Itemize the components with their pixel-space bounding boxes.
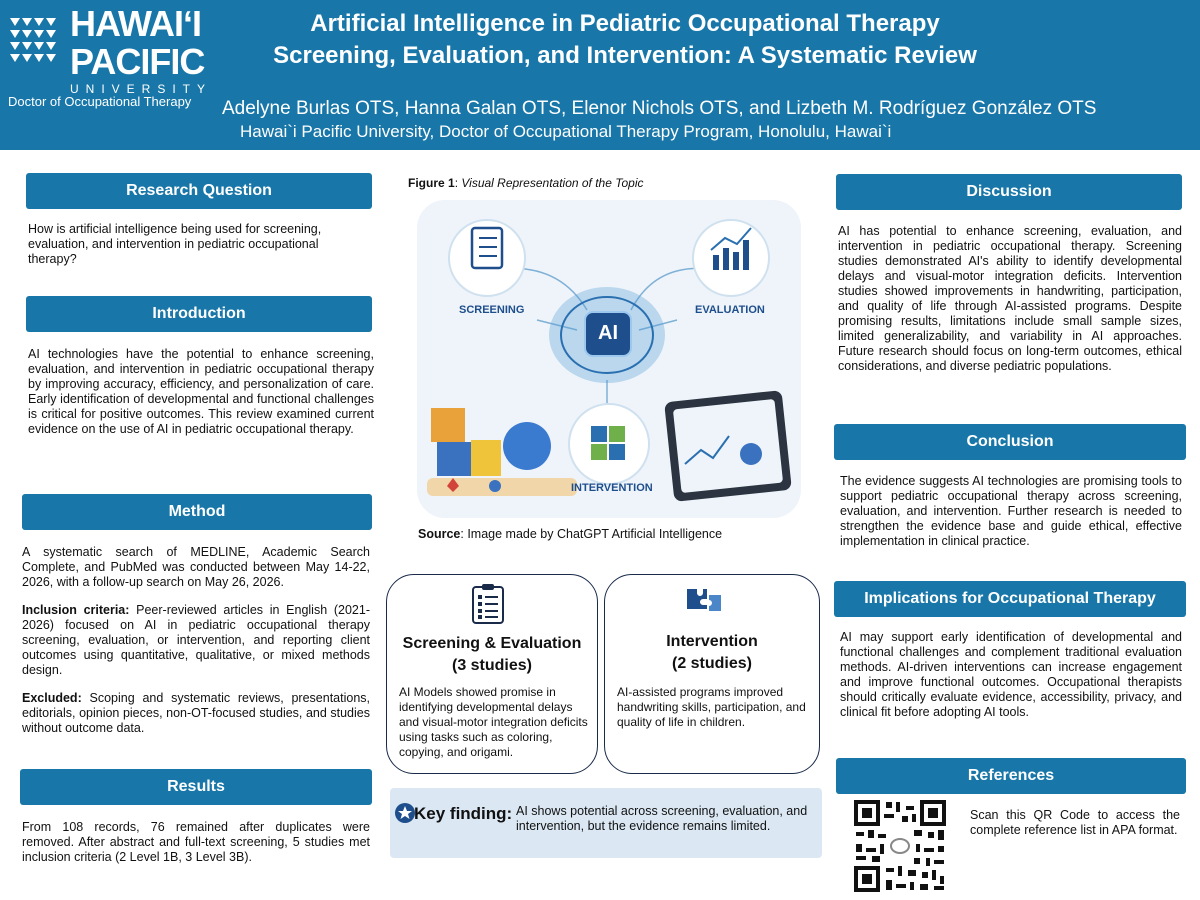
discussion-heading: Discussion bbox=[836, 174, 1182, 210]
logo-mark-icon bbox=[6, 14, 64, 72]
inclusion-text: Peer-reviewed articles in English (2021-2026) focused on AI in pediatric occupational therapy screening, evaluation, or intervention, and reporting client outcomes using quantitative, qualitative, or mixed methods design. bbox=[22, 603, 370, 677]
inclusion-label: Inclusion criteria: bbox=[22, 603, 130, 617]
logo-department: Doctor of Occupational Therapy bbox=[8, 94, 192, 109]
logo-text-hawaii: HAWAIʻI bbox=[70, 3, 202, 44]
figure-caption: Figure 1: Visual Representation of the Topic bbox=[408, 176, 644, 190]
intervention-card-title: Intervention bbox=[666, 633, 758, 650]
logo-text-university: UNIVERSITY bbox=[70, 82, 213, 96]
introduction-text: AI technologies have the potential to enhance screening, evaluation, and intervention in pediatric occupational therapy by improving accuracy, efficiency, and personalization of care. Early identification of developmental and functional challenges is critical for positive outcomes. This review examined current evidence on the use of AI in pediatric occupational therapy. bbox=[28, 347, 374, 436]
discussion-text: AI has potential to enhance screening, evaluation, and intervention in pediatric occupational therapy. Screening studies demonstrated AI's ability to identify developmental delays and visual-motor integration deficits. Intervention studies showed improvements in handwriting, participation, and quality of life through AI-assisted programs. Despite promising results, limitations include small sample sizes, limited generalizability, and variability in AI approaches. Future research should focus on long-term outcomes, ethical considerations, and diverse pediatric populations. bbox=[838, 224, 1182, 373]
conclusion-text: The evidence suggests AI technologies are promising tools to support pediatric occupational therapy across screening, evaluation, and intervention. Further research is needed to strengthen the evidence base and guide ethical, effective implementation in clinical practice. bbox=[840, 474, 1182, 548]
screening-evaluation-card bbox=[386, 574, 598, 774]
poster-header bbox=[0, 0, 1200, 150]
puzzle-pieces-icon bbox=[685, 585, 725, 615]
screening-card-title: Screening & Evaluation bbox=[402, 635, 582, 652]
research-question-heading: Research Question bbox=[26, 173, 372, 209]
title-line-1: Artificial Intelligence in Pediatric Occupational Therapy bbox=[310, 10, 940, 37]
logo-text-pacific: PACIFIC bbox=[70, 41, 205, 82]
results-text: From 108 records, 76 remained after duplicates were removed. After abstract and full-text screening, 5 studies met inclusion criteria (2 Level 1B, 3 Level 3B). bbox=[22, 820, 370, 864]
university-logo bbox=[6, 3, 216, 114]
qr-code-icon[interactable] bbox=[852, 798, 948, 894]
affiliation: Hawai`i Pacific University, Doctor of Occupational Therapy Program, Honolulu, Hawai`i bbox=[240, 122, 892, 141]
method-heading: Method bbox=[22, 494, 372, 530]
figure-source-label: Source bbox=[418, 527, 461, 541]
exclusion-label: Excluded: bbox=[22, 691, 82, 705]
references-heading: References bbox=[836, 758, 1186, 794]
references-text: Scan this QR Code to access the complete reference list in APA format. bbox=[970, 808, 1180, 837]
conclusion-heading: Conclusion bbox=[834, 424, 1186, 460]
figure-label: Figure 1 bbox=[408, 176, 455, 190]
key-finding-text: AI shows potential across screening, evaluation, and intervention, but the evidence remains limited. bbox=[516, 804, 808, 833]
poster-title bbox=[220, 8, 1200, 72]
intervention-card-count: (2 studies) bbox=[671, 655, 752, 672]
figure-evaluation-label: EVALUATION bbox=[695, 304, 765, 316]
authors: Adelyne Burlas OTS, Hanna Galan OTS, Elenor Nichols OTS, and Lizbeth M. Rodríguez González OTS bbox=[222, 98, 1097, 119]
intervention-card-text: AI-assisted programs improved handwriting skills, participation, and quality of life in children. bbox=[617, 685, 806, 729]
method-exclusion bbox=[22, 691, 370, 736]
implications-heading: Implications for Occupational Therapy bbox=[834, 581, 1186, 617]
method-inclusion bbox=[22, 603, 370, 678]
figure-ai-label: AI bbox=[598, 322, 618, 344]
intervention-card bbox=[604, 574, 820, 774]
method-search: A systematic search of MEDLINE, Academic Search Complete, and PubMed was conducted between May 14-22, 2026, with a follow-up search on May 26, 2026. bbox=[22, 545, 370, 589]
screening-card-count: (3 studies) bbox=[451, 657, 532, 674]
introduction-heading: Introduction bbox=[26, 296, 372, 332]
figure-caption-text: Visual Representation of the Topic bbox=[461, 176, 644, 190]
figure-source bbox=[418, 527, 722, 541]
key-finding-label: Key finding: bbox=[414, 804, 513, 823]
figure-illustration bbox=[417, 200, 801, 518]
research-question-text: How is artificial intelligence being used for screening, evaluation, and intervention in pediatric occupational therapy? bbox=[28, 222, 322, 266]
figure-screening-label: SCREENING bbox=[459, 304, 525, 316]
screening-card-text: AI Models showed promise in identifying developmental delays and visual-motor integration deficits using tasks such as coloring, copying, and origami. bbox=[399, 685, 588, 759]
implications-text: AI may support early identification of developmental and functional challenges and complement traditional evaluation methods. AI-driven interventions can increase engagement and improve functional outcomes. Occupational therapists should critically evaluate evidence, accessibility, privacy, and clinical fit before adopting AI tools. bbox=[840, 630, 1182, 719]
figure-source-text: : Image made by ChatGPT Artificial Intelligence bbox=[460, 527, 723, 541]
star-badge-icon bbox=[394, 802, 416, 824]
figure-graphic bbox=[417, 200, 801, 518]
results-heading: Results bbox=[20, 769, 372, 805]
method-text bbox=[22, 545, 370, 736]
key-finding-box bbox=[390, 788, 822, 858]
clipboard-checklist-icon bbox=[471, 583, 505, 625]
title-line-2: Screening, Evaluation, and Intervention: A Systematic Review bbox=[273, 42, 977, 69]
figure-intervention-label: INTERVENTION bbox=[571, 482, 653, 494]
exclusion-text: Scoping and systematic reviews, presentations, editorials, opinion pieces, non-OT-focused studies, and studies without outcome data. bbox=[22, 691, 370, 735]
